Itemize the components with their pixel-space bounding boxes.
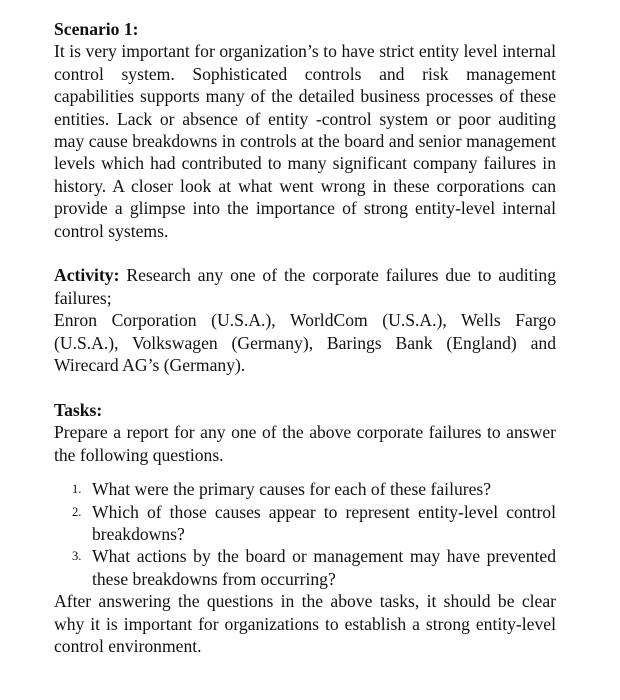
activity-paragraph xyxy=(54,264,556,309)
tasks-heading: Tasks: xyxy=(54,399,103,420)
question-text: Which of those causes appear to represent entity-level control breakdowns? xyxy=(92,501,556,544)
question-item xyxy=(54,478,556,500)
activity-text: Research any one of the corporate failures due to auditing failures; xyxy=(54,265,556,308)
document xyxy=(54,18,556,657)
tasks-intro: Prepare a report for any one of the above corporate failures to answer the following questions. xyxy=(54,422,556,465)
questions-list-wrapper xyxy=(54,478,556,590)
activity-label: Activity: xyxy=(54,265,120,286)
scenario-heading: Scenario 1: xyxy=(54,19,139,39)
question-item xyxy=(54,501,556,546)
question-number: 1. xyxy=(72,482,82,497)
activity-companies: Enron Corporation (U.S.A.), WorldCom (U.S.A.), Wells Fargo (U.S.A.), Volkswagen (Germany), Barings Bank (England) and Wirecard AG’s (Germany). xyxy=(54,310,556,376)
question-text: What actions by the board or management may have prevented these breakdowns from occurring? xyxy=(92,546,556,589)
scenario-body: It is very important for organization’s to have strict entity level internal control system. Sophisticated controls and risk management capabilities supports many of the detailed business processes of these entities. Lack or absence of entity -control system or poor auditing may cause breakdowns in controls at the board and senior management levels which had contributed to many significant company failures in history. A closer look at what went wrong in these corporations can provide a glimpse into the importance of strong entity-level internal control systems. xyxy=(54,41,556,241)
question-number: 2. xyxy=(72,504,82,519)
question-number: 3. xyxy=(72,549,82,564)
question-item xyxy=(54,545,556,590)
questions-list xyxy=(54,478,556,590)
spacer xyxy=(54,242,556,264)
question-text: What were the primary causes for each of these failures? xyxy=(92,479,492,500)
tasks-conclusion: After answering the questions in the above tasks, it should be clear why it is important for organizations to establish a strong entity-level control environment. xyxy=(54,591,556,656)
spacer xyxy=(54,376,556,398)
